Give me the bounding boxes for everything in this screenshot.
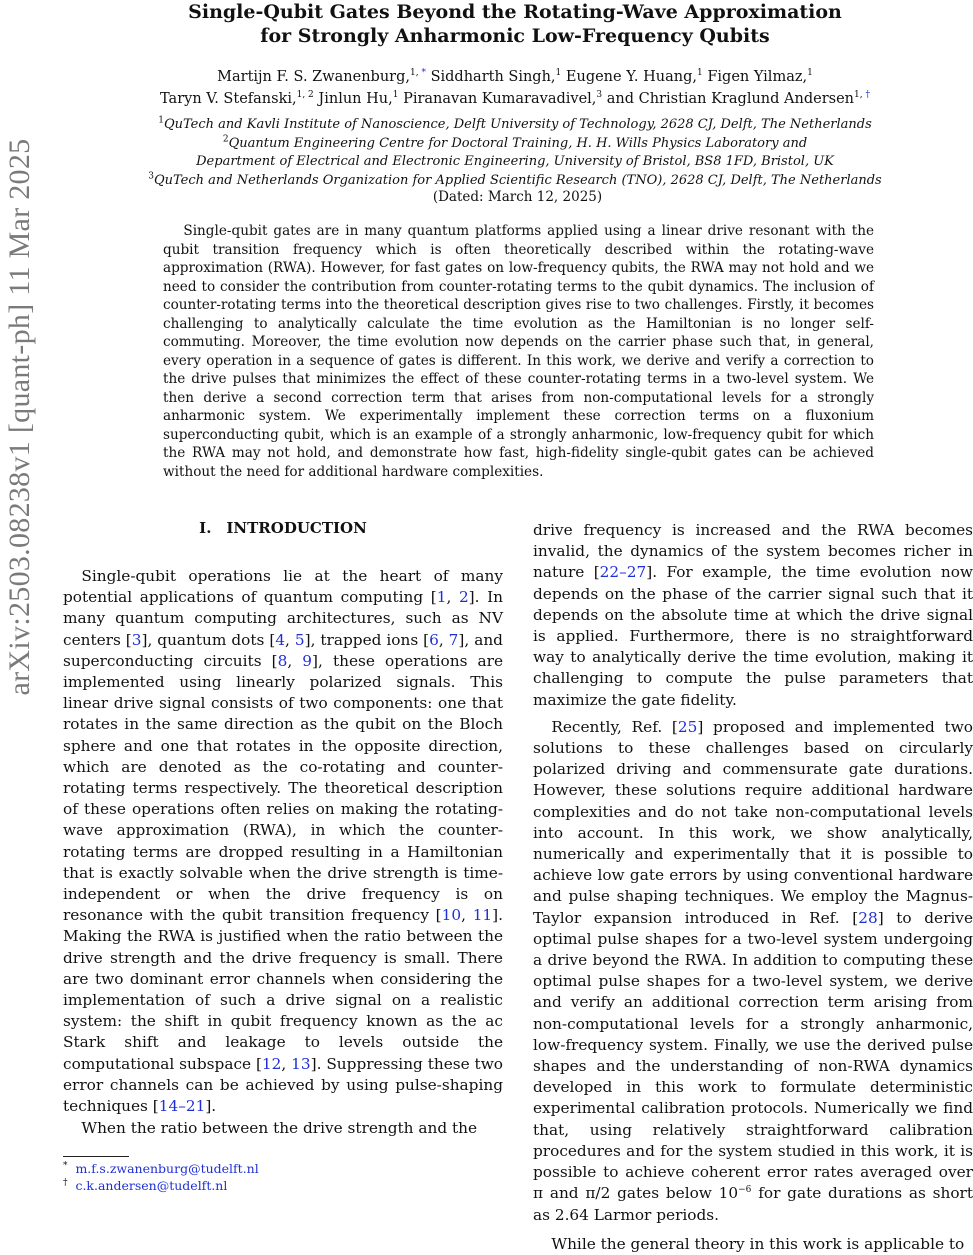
citation-link[interactable]: 8	[277, 651, 288, 670]
footnote-link[interactable]: *	[418, 68, 426, 79]
title-line-2: for Strongly Anharmonic Low-Frequency Qubits	[260, 25, 770, 47]
citation-link[interactable]: 10	[441, 906, 462, 925]
affiliation-sup: 3	[148, 171, 154, 182]
citation-link[interactable]: 12	[261, 1054, 282, 1073]
citation-link[interactable]: 25	[677, 717, 698, 736]
right-column	[533, 520, 973, 1255]
citation-link[interactable]: 11	[472, 906, 493, 925]
citation-link[interactable]: 5	[294, 630, 305, 649]
paper-title	[120, 0, 910, 48]
arxiv-sidebar-stamp	[0, 138, 40, 696]
author: Martijn F. S. Zwanenburg,	[217, 69, 410, 85]
affiliation-3	[60, 172, 970, 191]
author: Jinlun Hu,	[318, 91, 393, 107]
author-sup: 1,	[854, 90, 863, 101]
author-sup: 1	[697, 68, 703, 79]
superscript: −6	[738, 1185, 752, 1196]
author-sup: 1	[555, 68, 562, 79]
citation-link[interactable]: 9	[302, 651, 313, 670]
abstract: Single-qubit gates are in many quantum platforms applied using a linear drive resonant with the qubit transition frequency which is often theoretically described within the rotating-wave approximation (RWA). However, for fast gates on low-frequency qubits, the RWA may not hold and we need to consider the contribution from counter-rotating terms to the qubit dynamics. The inclusion of counter-rotating terms into the theoretical description gives rise to two challenges. Firstly, it becomes challenging to analytically calculate the time evolution as the Hamiltonian is no longer self-commuting. Moreover, the time evolution now depends on the carrier phase such that, in general, every operation in a sequence of gates is different. In this work, we derive and verify a correction to the drive pulses that minimizes the effect of these counter-rotating terms in a two-level system. We then derive a second correction term that arises from non-computational levels for a strongly anharmonic system. We experimentally implement these correction terms on a fluxonium superconducting qubit, which is an example of a strongly anharmonic, low-frequency qubit for which the RWA may not hold, and demonstrate how fast, high-fidelity single-qubit gates can be achieved without the need for additional hardware complexities.	[163, 223, 874, 480]
citation-link[interactable]: 4	[275, 630, 286, 649]
author: and Christian Kraglund Andersen	[606, 91, 854, 107]
citation-link[interactable]: 2	[458, 588, 469, 607]
citation-link[interactable]: 1	[436, 588, 447, 607]
affiliation-2	[60, 135, 970, 154]
citation-link[interactable]: 7	[448, 630, 459, 649]
affiliation-text: Department of Electrical and Electronic Engineering, University of Bristol, BS8 1FD, Bristol, UK	[196, 154, 834, 169]
citation-link[interactable]: 3	[131, 630, 142, 649]
affiliation-text: Quantum Engineering Centre for Doctoral Training, H. H. Wills Physics Laboratory and	[228, 135, 808, 151]
dated-line: (Dated: March 12, 2025)	[432, 189, 603, 205]
paragraph: When the ratio between the drive strength and the	[81, 1119, 478, 1138]
affiliation-sup: 1	[158, 115, 164, 126]
affiliation-2-cont	[60, 153, 970, 172]
arxiv-id: arXiv:2503.08238v1 [quant-ph] 11 Mar 2025	[3, 138, 36, 696]
citation-link[interactable]: 14–21	[158, 1097, 206, 1116]
author: Eugene Y. Huang,	[565, 69, 697, 85]
email-link[interactable]: c.k.andersen@tudelft.nl	[75, 1178, 228, 1193]
affiliation-sup: 2	[222, 134, 229, 145]
author-line-1	[80, 66, 950, 88]
citation-link[interactable]: 6	[429, 630, 439, 649]
affiliation-1	[60, 116, 970, 135]
author-sup: 1, 2	[296, 90, 314, 101]
footnote-1	[63, 1160, 259, 1177]
paragraph: While the general theory in this work is applicable to	[551, 1234, 965, 1253]
left-column	[63, 566, 503, 1139]
author: Figen Yilmaz,	[707, 69, 808, 85]
author-line-2	[80, 88, 950, 110]
citation-link[interactable]: 22–27	[599, 563, 647, 582]
paragraph: Recently, Ref. [25] proposed and implemented two solutions to these challenges based on circularly polarized driving and commensurate gate durations. However, these solutions require additional hardware complexities and do not take non-computational levels into account. In this work, we show analytically, numerically and experimentally that it is possible to achieve low gate errors by using conventional hardware and pulse shaping techniques. We employ the Magnus-Taylor expansion introduced in Ref. [28] to derive optimal pulse shapes for a two-level system undergoing a drive beyond the RWA. In addition to computing these optimal pulse shapes for a two-level system, we derive and verify an additional correction term arising from non-computational levels for a strongly anharmonic, low-frequency system. Finally, we use the derived pulse shapes and the understanding of non-RWA dynamics developed in this work to formulate deterministic experimental calibration protocols. Numerically we find that, using relatively straightforward calibration procedures and for the system studied in this work, it is possible to achieve coherent error rates averaged over π and π/2 gates below $10^{-6}$ for gate durations as short as 2.64 Larmor periods.	[533, 717, 973, 1224]
affiliation-text: QuTech and Netherlands Organization for Applied Scientific Research (TNO), 2628 CJ, Delft, The Netherlands	[153, 172, 882, 188]
author-sup: 1	[807, 68, 813, 79]
footnote-2	[63, 1177, 227, 1194]
author: Taryn V. Stefanski,	[160, 91, 297, 107]
author: Siddharth Singh,	[430, 69, 556, 85]
email-link[interactable]: m.f.s.zwanenburg@tudelft.nl	[75, 1161, 259, 1176]
title-line-1: Single-Qubit Gates Beyond the Rotating-Wave Approximation	[188, 1, 842, 23]
author: Piranavan Kumaravadivel,	[403, 91, 597, 107]
paragraph: Single-qubit operations lie at the heart of many potential applications of quantum computing [1, 2]. In many quantum computing architectures, such as NV centers [3], quantum dots [4, 5], trapped ions [6, 7], and superconducting circuits [8, 9], these operations are implemented using linearly polarized signals. This linear drive signal consists of two components: one that rotates in the same direction as the qubit on the Bloch sphere and one that rotates in the opposite direction, which are denoted as the co-rotating and counter-rotating terms respectively. The theoretical description of these operations often relies on making the rotating-wave approximation (RWA), in which the counter-rotating terms are dropped resulting in a Hamiltonian that is exactly solvable when the drive strength is time-independent or when the drive frequency is on resonance with the qubit transition frequency [10, 11]. Making the RWA is justified when the ratio between the drive strength and the drive frequency is small. There are two dominant error channels when considering the implementation of such a drive signal on a realistic system: the shift in qubit frequency known as the ac Stark shift and leakage to levels outside the computational subspace [12, 13]. Suppressing these two error channels can be achieved by using pulse-shaping techniques [14–21].	[63, 567, 504, 1116]
footnote-rule	[63, 1156, 129, 1157]
section-heading: I. INTRODUCTION	[199, 519, 367, 537]
footnote-link[interactable]: †	[862, 90, 870, 101]
author-sup: 1,	[410, 68, 419, 79]
author-sup: 3	[596, 90, 603, 101]
citation-link[interactable]: 13	[291, 1054, 311, 1073]
footnote-mark: *	[63, 1160, 68, 1171]
citation-link[interactable]: 28	[858, 908, 878, 927]
footnote-mark: †	[63, 1177, 68, 1188]
affiliation-text: QuTech and Kavli Institute of Nanoscience, Delft University of Technology, 2628 CJ, Delft, The Netherlands	[163, 117, 872, 132]
author-sup: 1	[392, 90, 399, 101]
paragraph: drive frequency is increased and the RWA becomes invalid, the dynamics of the system becomes richer in nature [22–27]. For example, the time evolution now depends on the phase of the carrier signal such that it depends on the absolute time at which the drive signal is applied. Furthermore, there is no straightforward way to analytically derive the time evolution, making it challenging to compute the pulse parameters that maximize the gate fidelity.	[533, 521, 973, 709]
